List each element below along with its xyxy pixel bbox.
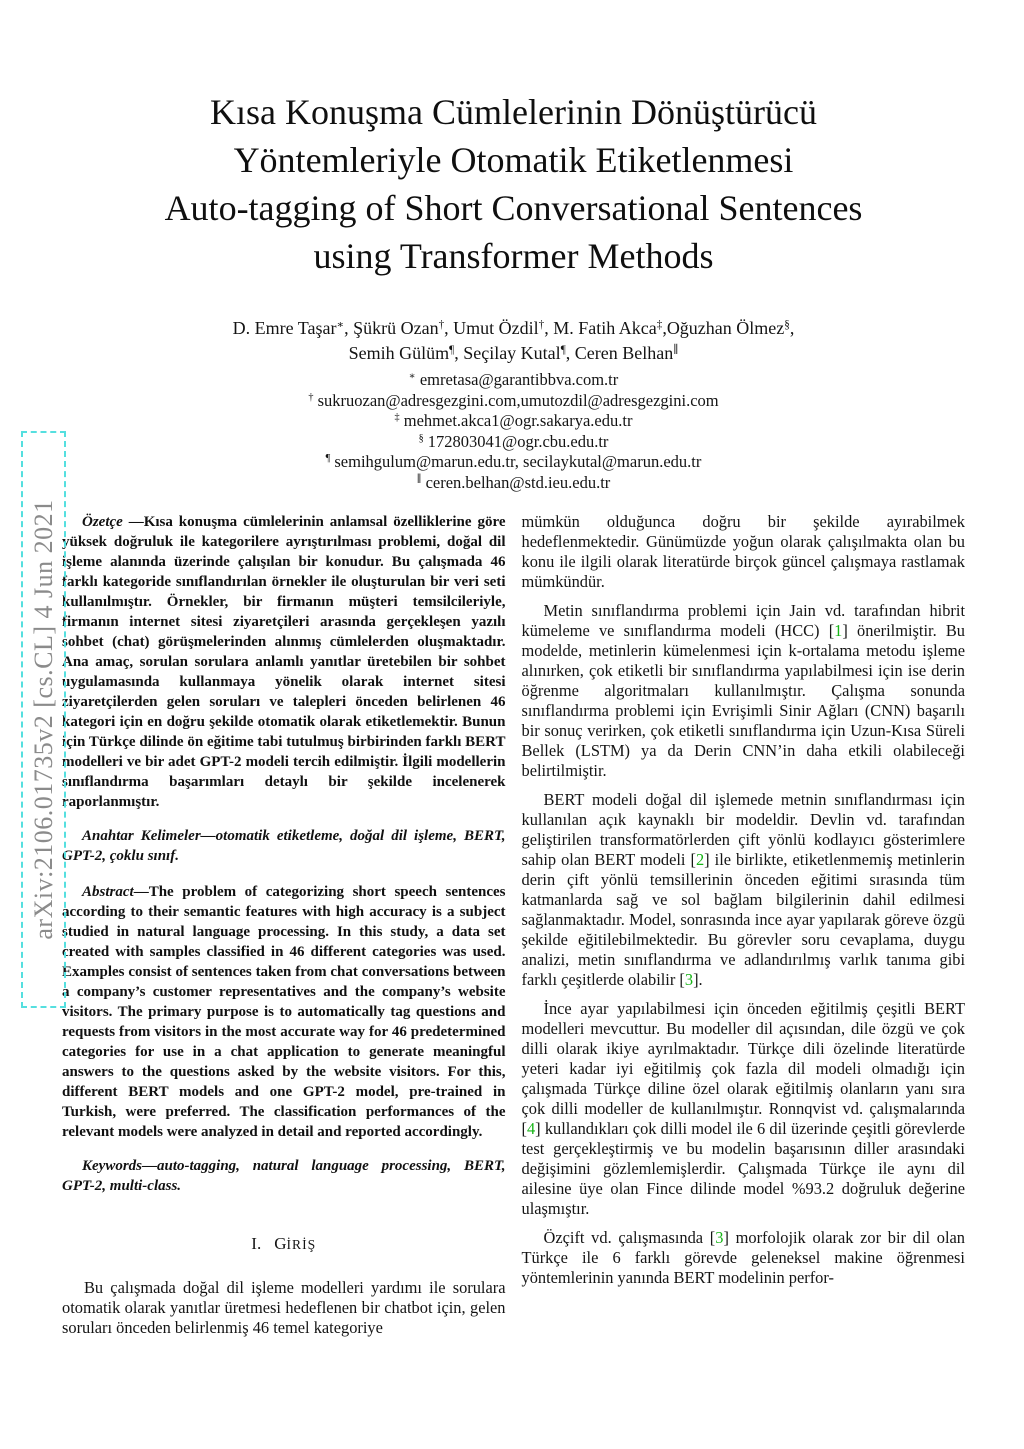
section-heading-introduction — [62, 1234, 506, 1254]
left-column — [62, 512, 506, 1338]
body-paragraph: mümkün olduğunca doğru bir şekilde ayırabilmek hedeflenmektedir. Günümüzde yoğun olarak çalışılmakta olan bu konu ile ilgili olarak literatürde birçok güncel çalışmaya rastlamak mümkündür. — [521, 512, 965, 591]
email-line: † sukruozan@adresgezgini.com,umutozdil@adresgezgini.com — [308, 390, 719, 410]
author-names-line-2: Semih Gülüm¶, Seçilay Kutal¶, Ceren Belhan∥ — [348, 343, 679, 363]
author-names-line-1: D. Emre Taşar∗, Şükrü Ozan†, Umut Özdil†, M. Fatih Akca‡,Oğuzhan Ölmez§, — [232, 318, 795, 338]
citation-link[interactable]: 3 — [684, 970, 694, 989]
right-column — [522, 512, 966, 1338]
title-line-1: Kısa Konuşma Cümlelerinin Dönüştürücü — [210, 92, 817, 132]
email-line: ‡ mehmet.akca1@ogr.sakarya.edu.tr — [394, 411, 633, 430]
author-affiliation-mark: † — [538, 318, 545, 331]
body-paragraph: BERT modeli doğal dil işlemede metnin sınıflandırması için kullanılan açık kaynaklı bir modeldir. Devlin vd. tarafından geliştirilen transformatörlerden çift yönlü kodlayıcı gösterimlere sahip olan BERT modeli [2] ile birlikte, etiketlenmemiş metinlerin derin çift yönlü temsillerinin önceden eğitimi sırasında tüm katmanlarda sağ ve sol bağlam bilgilerinin dahil edilmesi sağlanmaktadır. Model, sonrasında ince ayar yapılarak göreve özgü şekilde eğitilebilmektedir. Bu görevler soru cevaplama, duygu analizi, metin sınıflandırma ve adlandırılmış varlık tanıma gibi farklı çeşitlerde olabilir [3]. — [521, 790, 966, 989]
title-line-2: Yöntemleriyle Otomatik Etiketlenmesi — [233, 140, 794, 180]
author-affiliation-mark: ‡ — [656, 318, 663, 331]
abstract-english-text: —The problem of categorizing short speech sentences according to their semantic features with high accuracy is a subject studied in natural language processing. In this study, a data set created with samples classified in 46 different categories was used. Examples consist of sentences taken from chat conversations between a company’s customer representatives and the company’s website visitors. The primary purpose is to automatically tag questions and requests from visitors in the most accurate way for 46 predetermined categories for use in a chat application to generate meaningful answers to the questions asked by the website visitors. For this, different BERT models and one GPT-2 model, pre-trained in Turkish, were preferred. The classification performances of the relevant models were analyzed in detail and reported accordingly. — [62, 884, 506, 1140]
citation-link[interactable]: 2 — [695, 850, 705, 869]
author-emails — [62, 370, 965, 493]
author-affiliation-mark: § — [784, 318, 790, 331]
author-affiliation-mark: ∗ — [408, 371, 416, 383]
body-paragraph: Metin sınıflandırma problemi için Jain vd. tarafından hibrit kümeleme ve sınıflandırma modeli (HCC) [1] önerilmiştir. Bu modelde, metinlerin kümelenmesi için k-ortalama metodu işleme alınırken, çok etiketli bir sınıflandırma yapılabilmesi için ise derin öğrenme algoritmaları kullanılmıştır. Çalışma sonunda sınıflandırma problemi için Evrişimli Sinir Ağları (CNN) başarılı bir sonuç verirken, çok etiketli sınıflandırma için Uzun-Kısa Süreli Bellek (LSTM) ya da Derin CNN’in daha etkili olabileceği belirtilmiştir. — [521, 601, 965, 780]
abstract-turkish-label: Özetçe — [82, 514, 123, 530]
abstract-turkish-text: —Kısa konuşma cümlelerinin anlamsal özelliklerine göre yüksek doğruluk ile kategorilere ayrıştırılması problemi, doğal dil işleme alanında üzerinde çalışılan bir konudur. Bu çalışmada 46 farklı kategoride sınıflandırılan örnekler ile oluşturulan bir veri seti kullanılmıştır. Örnekler, bir firmanın müşteri temsilcileriyle, firmanın internet sitesi ziyaretçileri arasında gerçekleşen yazılı sohbet (chat) görüşmelerinden alınmış cümlelerden oluşmaktadır. Ana amaç, sorulan sorulara anlamlı yanıtlar üretebilen bir sohbet uygulamasında kullanmaya yönelik olarak internet sitesi ziyaretçilerden gelen soruları ve talepleri önceden belirlenen 46 kategori için en doğru şekilde otomatik olarak etiketlemektir. Bunun için Türkçe dilinde ön eğitime tabi tutulmuş birbirinden farklı BERT modelleri ve bir adet GPT-2 modeli tercih edilmiştir. İlgili modellerin sınıflandırma başarımları detaylı bir şekilde incelenerek raporlanmıştır. — [62, 514, 506, 810]
author-affiliation-mark: § — [418, 432, 424, 444]
email-line: § 172803041@ogr.cbu.edu.tr — [418, 431, 609, 451]
author-affiliation-mark: ∥ — [673, 343, 679, 356]
citation-link[interactable]: 3 — [715, 1228, 724, 1247]
keywords-english: Keywords—auto-tagging, natural language processing, BERT, GPT-2, multi-class. — [62, 1158, 506, 1194]
abstract-english — [62, 882, 506, 1142]
author-affiliation-mark: † — [438, 318, 445, 331]
paper-title — [62, 88, 965, 280]
intro-paragraph: Bu çalışmada doğal dil işleme modelleri yardımı ile sorulara otomatik olarak yanıtlar üretmesi hedeflenen bir chatbot için, gelen soruları önceden belirlenmiş 46 temel kategoriye — [62, 1278, 506, 1337]
abstract-turkish — [62, 512, 506, 812]
title-line-4: using Transformer Methods — [313, 236, 714, 276]
section-number: I. — [251, 1234, 262, 1253]
arxiv-watermark-text: arXiv:2106.01735v2 [cs.CL] 4 Jun 2021 — [29, 499, 58, 940]
email-line: ∗ emretasa@garantibbva.com.tr — [408, 370, 619, 389]
email-line: ∥ ceren.belhan@std.ieu.edu.tr — [416, 472, 611, 492]
abstract-english-label: Abstract — [82, 884, 134, 900]
authors-block — [62, 316, 965, 493]
body-paragraph: İnce ayar yapılabilmesi için önceden eğitilmiş çeşitli BERT modelleri mevcuttur. Bu modeller dil açısından, dile özgü ve çok dilli olarak ikiye ayrılmaktadır. Türkçe dili özelinde literatürde yeteri kadar iyi eğitilmiş çok fazla dil modeli olmadığı için çalışmada Türkçe diline özel olarak eğitilmiş olanların yanı sıra çok dilli modeller de kullanılmıştır. Ronnqvist vd. çalışmalarında [4] kullandıkları çok dilli model ile 6 dil üzerinde çeşitli görevlerde test gerçekleştirmiş ve bu modelin başarısının diller arasındaki değişimini gözlemlemişlerdir. Çalışmada Türkçe ile aynı dil ailesine üye olan Fince dilinde model %93.2 doğruluk değerine ulaşmıştır. — [521, 999, 965, 1218]
title-line-3: Auto-tagging of Short Conversational Sentences — [164, 188, 863, 228]
author-affiliation-mark: ¶ — [325, 453, 331, 465]
author-affiliation-mark: ¶ — [560, 343, 566, 356]
author-affiliation-mark: † — [308, 391, 314, 403]
citation-link[interactable]: 1 — [834, 621, 843, 640]
keywords-turkish: Anahtar Kelimeler—otomatik etiketleme, doğal dil işleme, BERT, GPT-2, çoklu sınıf. — [62, 828, 506, 864]
author-affiliation-mark: ¶ — [449, 343, 455, 356]
email-line: ¶ semihgulum@marun.edu.tr, secilaykutal@marun.edu.tr — [325, 452, 702, 471]
section-title-word: GİRİŞ — [274, 1234, 317, 1253]
citation-link[interactable]: 4 — [526, 1119, 536, 1138]
arxiv-watermark-box — [21, 431, 66, 1008]
author-affiliation-mark: ‡ — [394, 412, 400, 424]
author-affiliation-mark: ∗ — [336, 318, 345, 331]
author-affiliation-mark: ∥ — [416, 473, 422, 485]
two-column-body — [62, 512, 965, 1338]
body-paragraph: Özçift vd. çalışmasında [3] morfolojik olarak zor bir dil olan Türkçe ile 6 farklı görevde geleneksel makine öğrenmesi yöntemlerinin yanında BERT modelinin perfor- — [521, 1228, 965, 1287]
